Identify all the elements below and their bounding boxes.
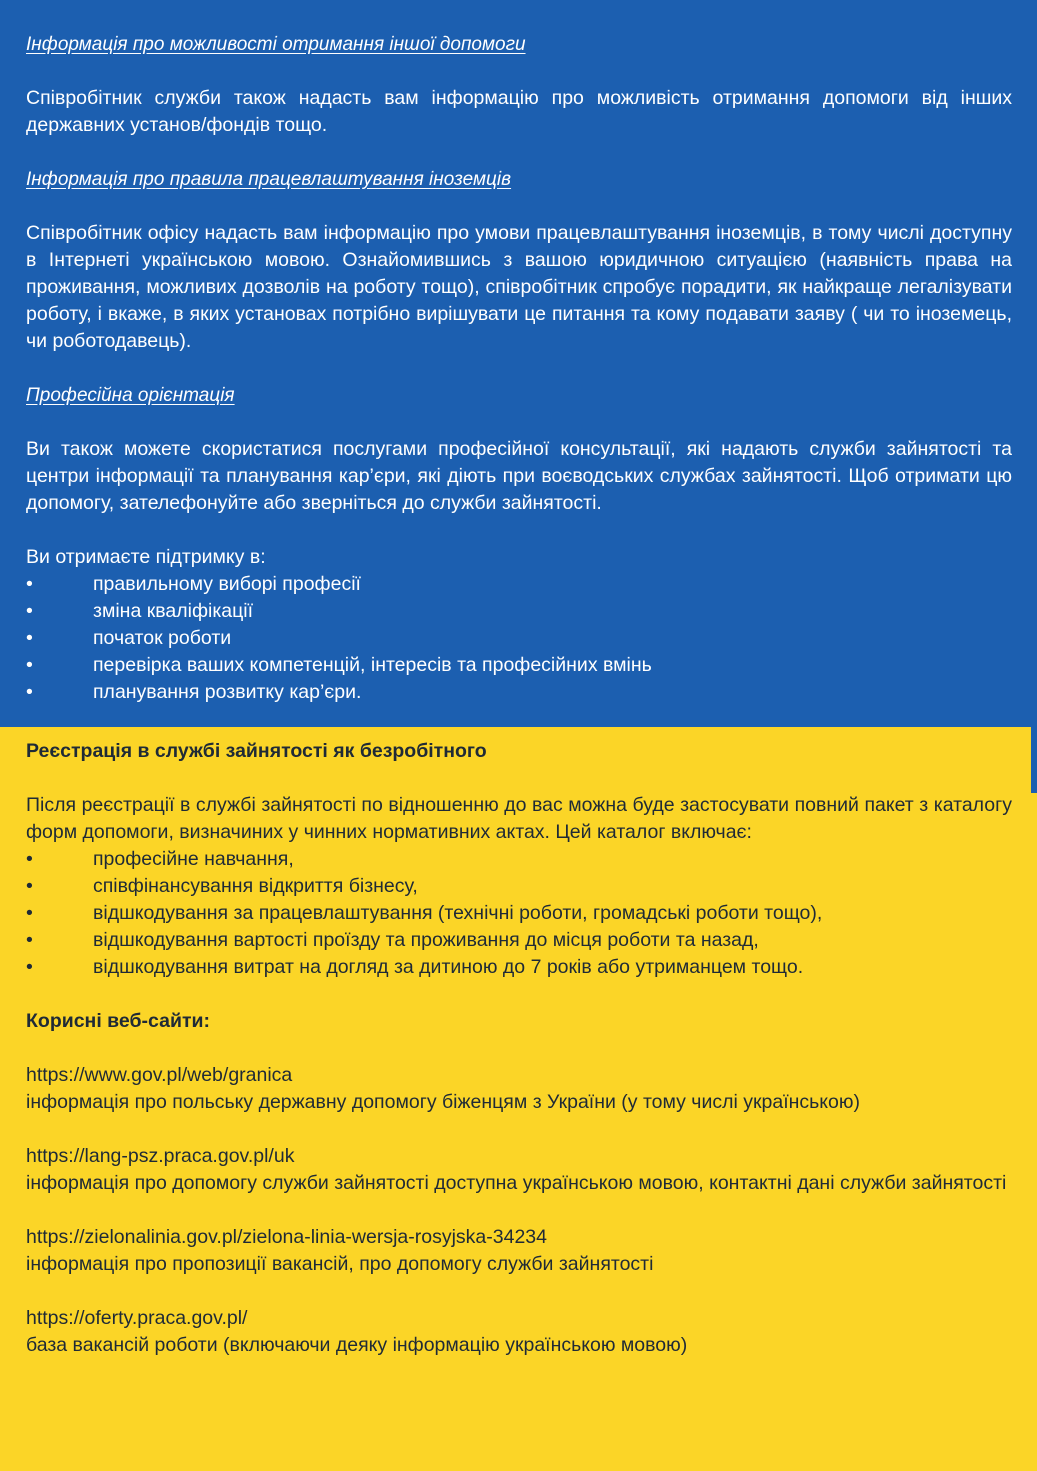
list-item: • правильному виборі професії xyxy=(26,571,1012,598)
support-intro: Ви отримаєте підтримку в: xyxy=(26,546,266,568)
bullet-icon: • xyxy=(26,627,33,649)
website-link-zielonalinia[interactable]: https://zielonalinia.gov.pl/zielona-linia-wersja-rosyjska-34234 xyxy=(26,1226,547,1248)
other-help-text: Співробітник служби також надасть вам інформацію про можливість отримання допомоги від інших державних установ/фондів тощо. xyxy=(26,87,1012,136)
bullet-icon: • xyxy=(26,956,33,978)
list-item: • планування розвитку кар’єри. xyxy=(26,679,1012,706)
list-item: • зміна кваліфікації xyxy=(26,598,1012,625)
blue-section xyxy=(0,0,1037,727)
orientation-text: Ви також можете скористатися послугами професійної консультації, які надають служби зайнятості та центри інформації та планування кар’єри, які діють при воєводських службах зайнятості. Щоб отримати цю допомогу, зателефонуйте або зверніться до служби зайнятості. xyxy=(26,438,1012,514)
website-description: інформація про допомогу служби зайнятості доступна українською мовою, контактні дані служби зайнятості xyxy=(26,1172,1007,1194)
registration-heading: Реєстрація в службі зайнятості як безробітного xyxy=(26,740,487,762)
orientation-heading: Професійна орієнтація xyxy=(26,385,235,406)
list-item: • відшкодування вартості проїзду та проживання до місця роботи та назад, xyxy=(26,927,1012,954)
yellow-content xyxy=(26,738,1012,1359)
blue-content xyxy=(26,31,1012,706)
employment-rules-text: Співробітник офісу надасть вам інформацію про умови працевлаштування іноземців, в тому числі доступну в Інтернеті українською мовою. Ознайомившись з вашою юридичною ситуацією (наявність права на проживання, можливих дозволів на роботу тощо), співробітник спробує порадити, як найкраще легалізувати роботу, і вкаже, в яких установах потрібно вирішувати це питання та кому подавати заяву ( чи то іноземець, чи роботодавець). xyxy=(26,222,1012,352)
website-description: інформація про пропозиції вакансій, про допомогу служби зайнятості xyxy=(26,1253,654,1275)
bullet-icon: • xyxy=(26,573,33,595)
list-item: • відшкодування витрат на догляд за дитиною до 7 років або утриманцем тощо. xyxy=(26,954,1012,981)
website-description: інформація про польську державну допомогу біженцям з України (у тому числі українською) xyxy=(26,1091,861,1113)
registration-text: Після реєстрації в службі зайнятості по відношенню до вас можна буде застосувати повний пакет з каталогу форм допомоги, визначиних у чинних нормативних актах. Цей каталог включає: xyxy=(26,794,1012,843)
bullet-icon: • xyxy=(26,902,33,924)
list-item: • перевірка ваших компетенцій, інтересів та професійних вмінь xyxy=(26,652,1012,679)
list-item: • співфінансування відкриття бізнесу, xyxy=(26,873,1012,900)
website-link-oferty[interactable]: https://oferty.praca.gov.pl/ xyxy=(26,1307,248,1329)
blue-edge-strip xyxy=(1031,727,1037,793)
bullet-icon: • xyxy=(26,875,33,897)
bullet-icon: • xyxy=(26,681,33,703)
website-link-lang-psz[interactable]: https://lang-psz.praca.gov.pl/uk xyxy=(26,1145,295,1167)
list-item: • професійне навчання, xyxy=(26,846,1012,873)
website-description: база вакансій роботи (включаючи деяку інформацію українською мовою) xyxy=(26,1334,688,1356)
bullet-icon: • xyxy=(26,929,33,951)
bullet-icon: • xyxy=(26,600,33,622)
employment-rules-heading: Інформація про правила працевлаштування іноземців xyxy=(26,169,512,190)
help-list xyxy=(26,846,1012,981)
bullet-icon: • xyxy=(26,654,33,676)
other-help-heading: Інформація про можливості отримання іншої допомоги xyxy=(26,34,526,55)
bullet-icon: • xyxy=(26,848,33,870)
yellow-section xyxy=(0,727,1037,1471)
list-item: • початок роботи xyxy=(26,625,1012,652)
websites-heading: Корисні веб-сайти: xyxy=(26,1010,210,1032)
support-list xyxy=(26,571,1012,706)
list-item: • відшкодування за працевлаштування (технічні роботи, громадські роботи тощо), xyxy=(26,900,1012,927)
website-link-gov-granica[interactable]: https://www.gov.pl/web/granica xyxy=(26,1064,293,1086)
